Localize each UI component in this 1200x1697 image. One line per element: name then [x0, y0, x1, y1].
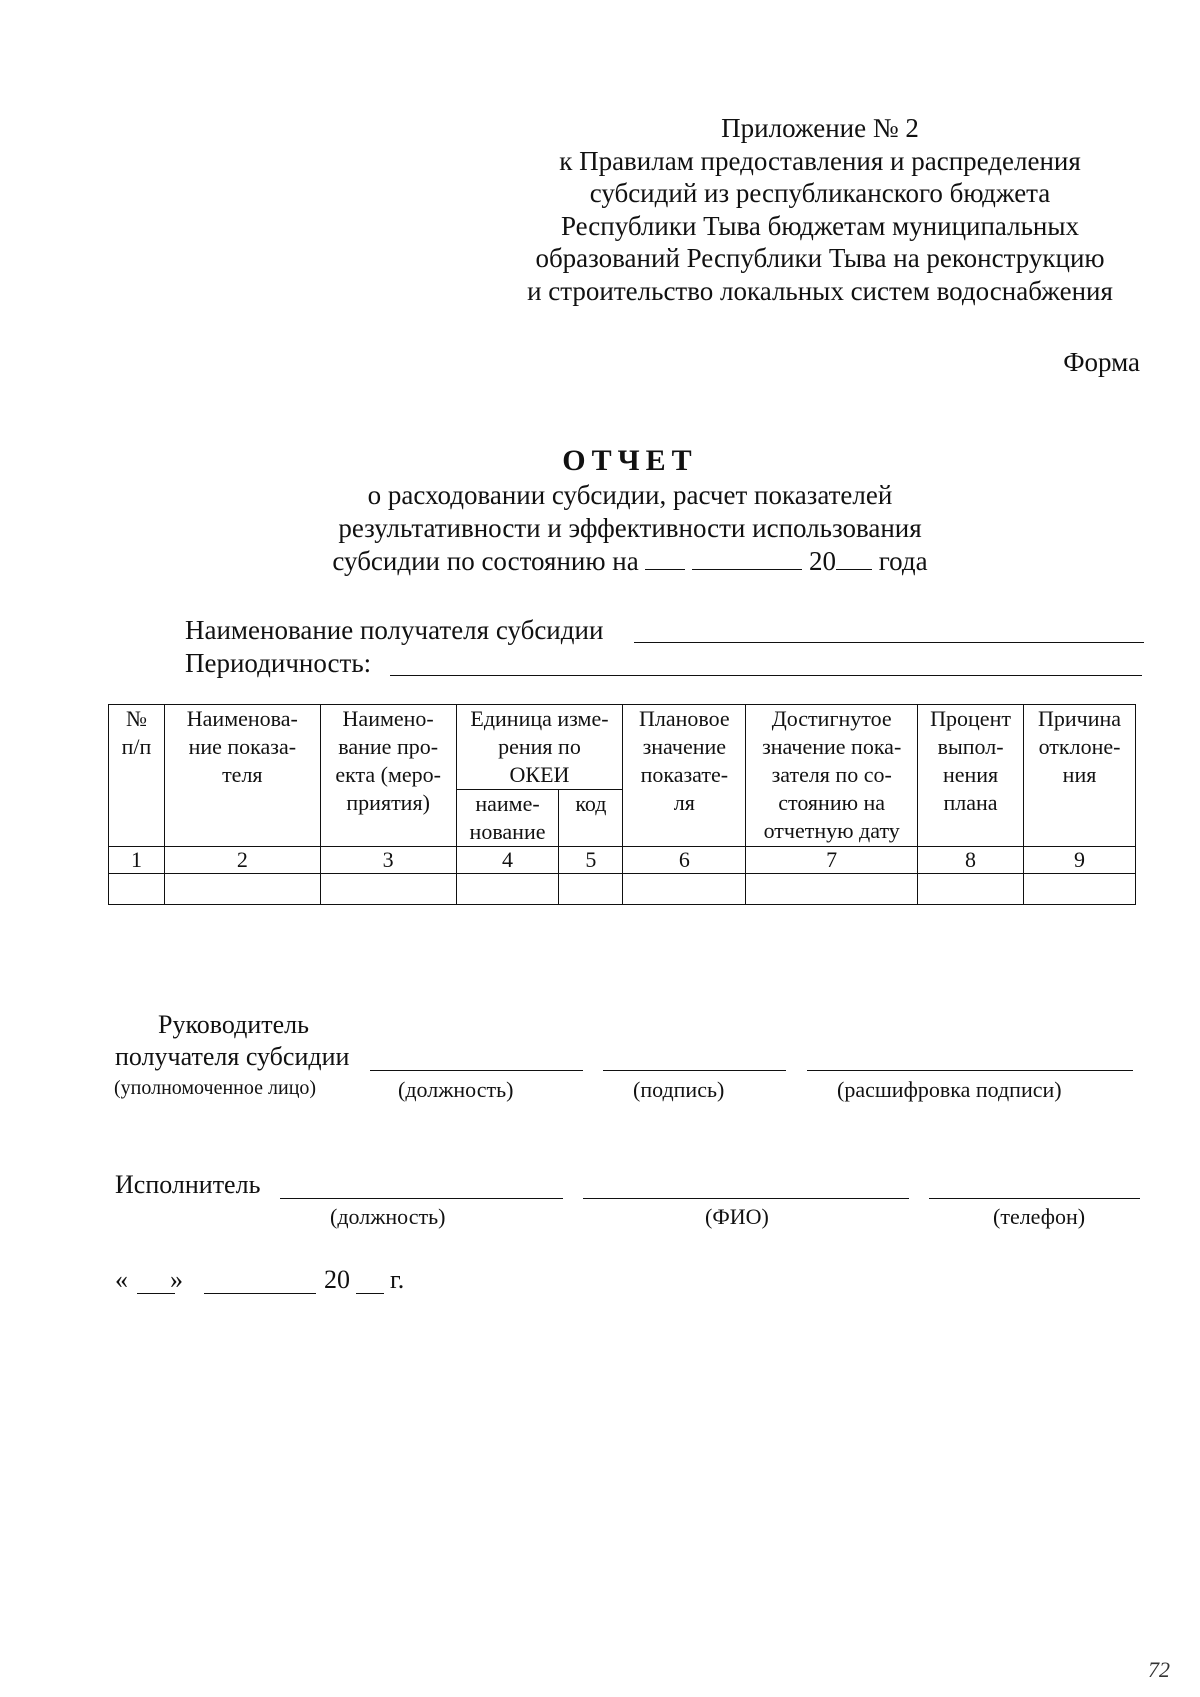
- report-year-blank[interactable]: [836, 547, 872, 570]
- header-text: екта (меро-: [335, 762, 441, 787]
- header-col-number: [109, 705, 165, 847]
- executor-caption-name: (ФИО): [705, 1204, 769, 1229]
- header-okei-name: [456, 790, 559, 847]
- table-row: [109, 874, 1136, 905]
- report-subtitle-line3: [230, 545, 1030, 578]
- header-completion-percent: [918, 705, 1024, 847]
- table-cell[interactable]: [1024, 874, 1136, 905]
- report-subtitle-line1: о расходовании субсидии, расчет показателей: [367, 480, 893, 510]
- header-text: Плановое: [638, 706, 730, 731]
- table-column-numbers-row: [109, 847, 1136, 874]
- date-open-quote: «: [115, 1265, 128, 1294]
- column-number: 3: [320, 847, 456, 874]
- header-text: плана: [943, 790, 998, 815]
- recipient-label: Наименование получателя субсидии: [185, 615, 604, 645]
- header-text: ния: [1062, 762, 1097, 787]
- appendix-line: субсидий из республиканского бюджета: [589, 178, 1051, 208]
- executor-phone-line[interactable]: [929, 1198, 1140, 1199]
- report-year-prefix: 20: [808, 546, 836, 576]
- header-text: выпол-: [937, 734, 1004, 759]
- table-cell[interactable]: [320, 874, 456, 905]
- table-cell[interactable]: [918, 874, 1024, 905]
- appendix-line: образований Республики Тыва на реконструкцию: [535, 243, 1105, 273]
- periodicity-input-line[interactable]: [390, 675, 1142, 676]
- recipient-input-line[interactable]: [634, 642, 1144, 643]
- table-cell[interactable]: [623, 874, 746, 905]
- head-caption-decoding: (расшифровка подписи): [837, 1077, 1062, 1102]
- form-label: Форма: [1063, 347, 1140, 377]
- header-text: Наименова-: [186, 706, 298, 731]
- header-text: №: [125, 706, 147, 731]
- executor-caption-position: (должность): [330, 1204, 446, 1229]
- report-title-block: [230, 443, 1030, 578]
- appendix-line: Республики Тыва бюджетам муниципальных: [560, 210, 1080, 241]
- header-okei-unit: [456, 705, 623, 790]
- date-year-prefix: 20: [324, 1265, 350, 1294]
- header-text: наиме-: [475, 791, 540, 816]
- header-text: значение: [642, 734, 727, 759]
- header-text: Единица изме-: [470, 706, 609, 731]
- head-caption-authorized: (уполномоченное лицо): [114, 1077, 317, 1099]
- report-table: [108, 704, 1136, 905]
- appendix-header: [510, 112, 1130, 307]
- header-text: ля: [673, 790, 695, 815]
- header-text: Наимено-: [342, 706, 434, 731]
- header-text: показате-: [640, 762, 729, 787]
- header-text: значение пока-: [762, 734, 902, 759]
- header-achieved-value: [746, 705, 918, 847]
- column-number: 1: [109, 847, 165, 874]
- table-cell[interactable]: [164, 874, 320, 905]
- executor-position-line[interactable]: [280, 1198, 563, 1199]
- date-year-line[interactable]: [356, 1293, 384, 1294]
- column-number: 4: [456, 847, 559, 874]
- date-close-quote: »: [170, 1265, 183, 1294]
- header-text: зателя по со-: [771, 762, 892, 787]
- report-month-blank[interactable]: [692, 547, 802, 570]
- report-subtitle-line2: результативности и эффективности использования: [338, 513, 922, 543]
- header-okei-code: [559, 790, 623, 847]
- column-number: 5: [559, 847, 623, 874]
- header-text: ОКЕИ: [509, 762, 570, 787]
- header-deviation-reason: [1024, 705, 1136, 847]
- table-cell[interactable]: [746, 874, 918, 905]
- head-position-line[interactable]: [370, 1070, 583, 1071]
- header-text: стоянию на: [778, 790, 886, 815]
- column-number: 8: [918, 847, 1024, 874]
- column-number: 9: [1024, 847, 1136, 874]
- executor-name-line[interactable]: [583, 1198, 909, 1199]
- head-caption-signature: (подпись): [633, 1077, 725, 1102]
- header-planned-value: [623, 705, 746, 847]
- header-text: нения: [942, 762, 999, 787]
- head-label-line2: получателя субсидии: [115, 1042, 350, 1071]
- header-text: теля: [222, 762, 263, 787]
- header-text: вание про-: [338, 734, 439, 759]
- report-year-suffix: года: [878, 546, 928, 576]
- executor-caption-phone: (телефон): [993, 1204, 1086, 1229]
- header-text: Процент: [930, 706, 1011, 731]
- page-mark: 72: [1148, 1657, 1170, 1682]
- table-header-row: [109, 705, 1136, 790]
- appendix-line: Приложение № 2: [721, 113, 919, 143]
- head-signature-line[interactable]: [603, 1070, 786, 1071]
- header-text: п/п: [121, 734, 152, 759]
- head-caption-position: (должность): [398, 1077, 514, 1102]
- header-text: Причина: [1037, 706, 1122, 731]
- header-text: нование: [469, 819, 546, 844]
- table-cell[interactable]: [109, 874, 165, 905]
- column-number: 7: [746, 847, 918, 874]
- report-day-blank[interactable]: [645, 547, 685, 570]
- appendix-line: и строительство локальных систем водоснабжения: [527, 275, 1113, 306]
- recipient-field: [185, 615, 603, 646]
- report-date-prefix: субсидии по состоянию на: [332, 546, 639, 576]
- head-label-line1: Руководитель: [158, 1010, 309, 1039]
- date-month-line[interactable]: [204, 1293, 316, 1294]
- table-cell[interactable]: [559, 874, 623, 905]
- header-indicator-name: [164, 705, 320, 847]
- header-text: отчетную дату: [763, 818, 900, 843]
- header-text: отклоне-: [1038, 734, 1121, 759]
- column-number: 6: [623, 847, 746, 874]
- header-project-name: [320, 705, 456, 847]
- head-decoding-line[interactable]: [807, 1070, 1133, 1071]
- executor-label: Исполнитель: [115, 1170, 261, 1199]
- report-title: ОТЧЕТ: [562, 444, 698, 477]
- header-text: ние показа-: [188, 734, 297, 759]
- appendix-line: к Правилам предоставления и распределения: [559, 145, 1081, 176]
- column-number: 2: [164, 847, 320, 874]
- periodicity-label: Периодичность:: [185, 648, 372, 678]
- header-text: код: [575, 791, 607, 816]
- header-text: Достигнутое: [771, 706, 892, 731]
- header-text: рения по: [498, 734, 581, 759]
- periodicity-field: [185, 648, 371, 679]
- header-text: приятия): [346, 790, 430, 815]
- date-suffix: г.: [390, 1265, 405, 1294]
- table-cell[interactable]: [456, 874, 559, 905]
